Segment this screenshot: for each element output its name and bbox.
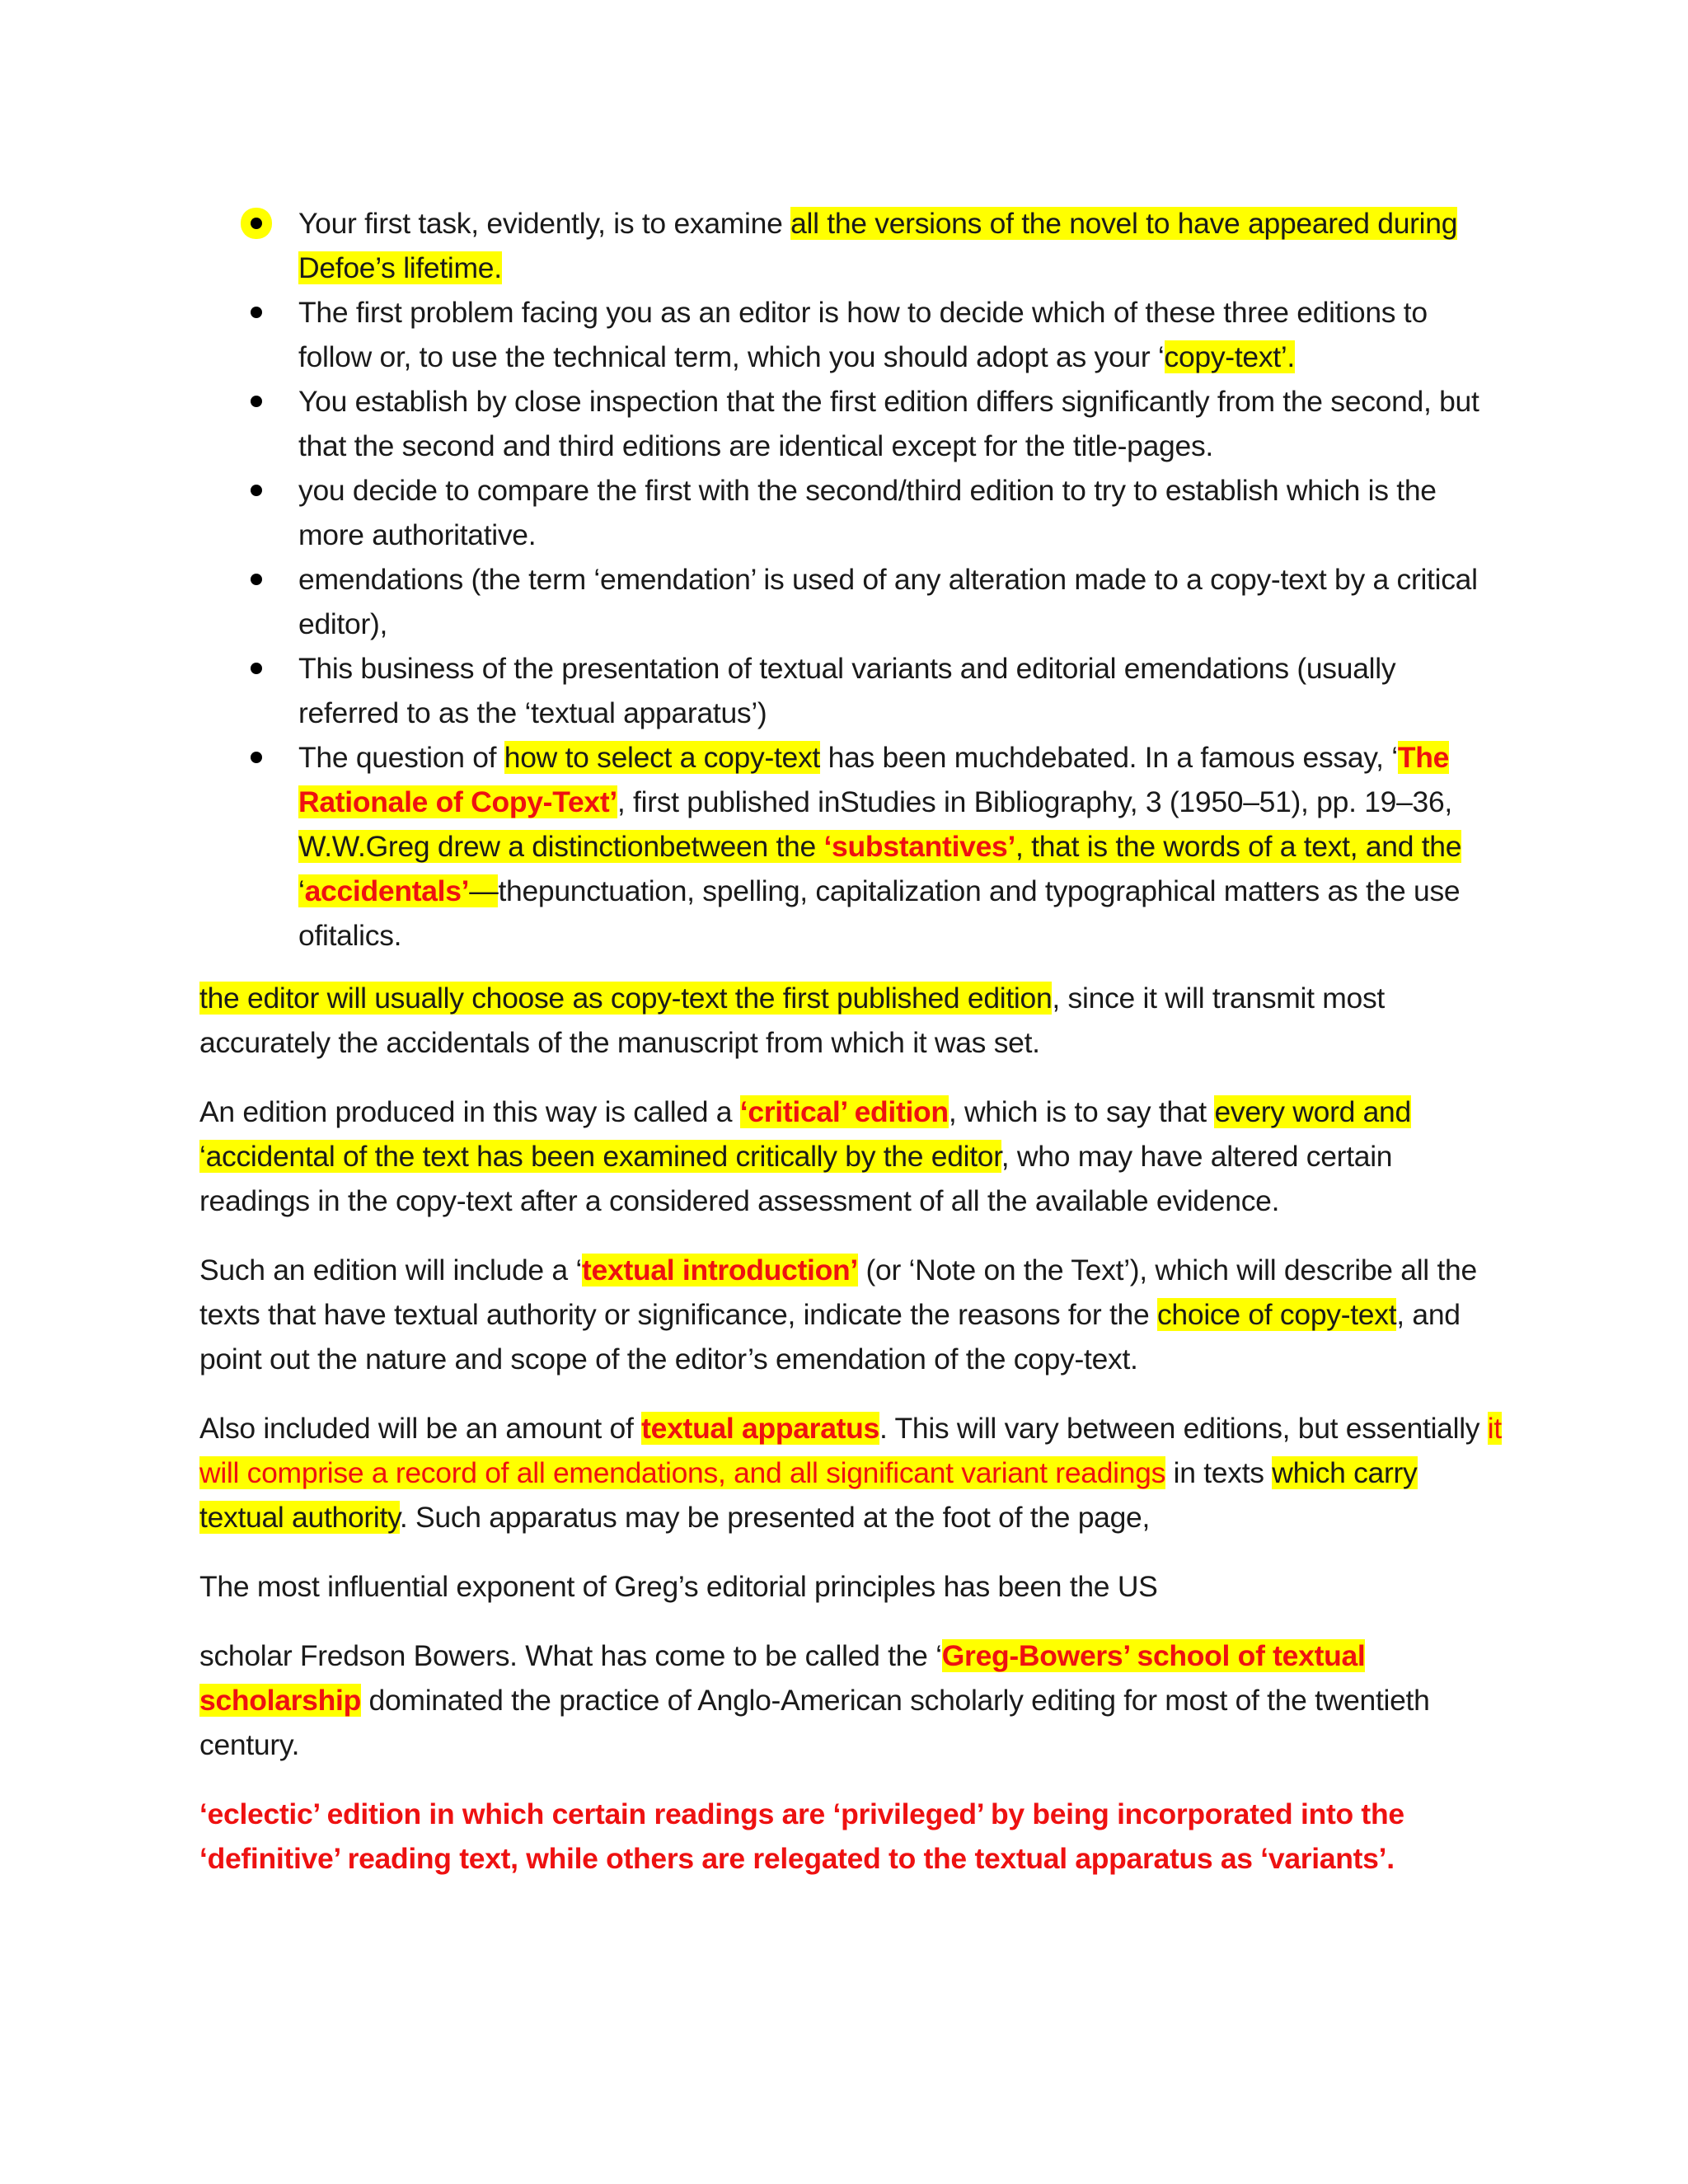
key-term: accidentals’ bbox=[304, 874, 470, 907]
key-term: ‘substantives’ bbox=[823, 830, 1016, 863]
key-term: textual apparatus bbox=[641, 1412, 879, 1445]
bullet-item bbox=[199, 201, 1502, 290]
paragraph: Also included will be an amount of textual apparatus. This will vary between editions, but essentially it will comprise a record of all emendations, and all significant variant readings in texts which carry textual authority. Such apparatus may be presented at the foot of the page, bbox=[199, 1412, 1502, 1534]
bullet-icon bbox=[251, 752, 262, 763]
highlighted-text: how to select a copy-text bbox=[504, 741, 820, 774]
highlighted-text: all the versions of the novel to have appeared during Defoe’s lifetime. bbox=[298, 207, 1458, 284]
highlighted-text: which carry textual authority bbox=[199, 1456, 1418, 1534]
bullet-icon bbox=[251, 396, 262, 407]
key-term: ‘critical’ edition bbox=[739, 1095, 949, 1128]
paragraph: An edition produced in this way is called a ‘critical’ edition, which is to say that every word and ‘accidental of the text has been examined critically by the editor, who may have altered certain readings in the copy-text after a considered assessment of all the available evidence. bbox=[199, 1095, 1411, 1217]
bullet-text: Your first task, evidently, is to examine all the versions of the novel to have appeared during Defoe’s lifetime. bbox=[298, 207, 1458, 284]
highlighted-text: W.W.Greg drew a distinctionbetween the bbox=[298, 830, 824, 863]
bullet-icon bbox=[251, 485, 262, 496]
bullet-icon bbox=[251, 574, 262, 585]
bullet-text: You establish by close inspection that the first edition differs significantly from the second, but that the second and third editions are identical except for the title-pages. bbox=[298, 385, 1479, 462]
paragraph: Such an edition will include a ‘textual introduction’ (or ‘Note on the Text’), which will describe all the texts that have textual authority or significance, indicate the reasons for the choice of copy-text, and point out the nature and scope of the editor’s emendation of the copy-text. bbox=[199, 1254, 1477, 1376]
bullet-item bbox=[199, 557, 1502, 646]
document-page bbox=[199, 201, 1502, 1905]
highlighted-text: every word and ‘accidental of the text has been examined critically by the editor bbox=[199, 1095, 1411, 1173]
highlighted-red-text: it will comprise a record of all emendations, and all significant variant readings bbox=[199, 1412, 1502, 1489]
bullet-item bbox=[199, 646, 1502, 735]
highlighted-text: the editor will usually choose as copy-text the first published edition bbox=[199, 982, 1053, 1015]
bullet-text: This business of the presentation of textual variants and editorial emendations (usually referred to as the ‘textual apparatus’) bbox=[298, 652, 1396, 729]
bullet-item bbox=[199, 735, 1502, 958]
key-term: Greg-Bowers’ school of textual scholarship bbox=[199, 1639, 1366, 1717]
paragraph: scholar Fredson Bowers. What has come to be called the ‘Greg-Bowers’ school of textual scholarship dominated the practice of Anglo-American scholarly editing for most of the twentieth century. bbox=[199, 1639, 1430, 1761]
bullet-icon bbox=[251, 663, 262, 674]
highlighted-text: , that is the words of a text, and the ‘ bbox=[298, 830, 1462, 907]
paragraph: The most influential exponent of Greg’s editorial principles has been the US bbox=[199, 1570, 1158, 1603]
bullet-text: The first problem facing you as an editor is how to decide which of these three editions to follow or, to use the technical term, which you should adopt as your ‘copy-text’. bbox=[298, 296, 1428, 373]
highlighted-text: — bbox=[469, 874, 499, 907]
bullet-item bbox=[199, 379, 1502, 468]
key-term: The Rationale of Copy-Text’ bbox=[298, 741, 1450, 818]
bullet-list bbox=[199, 201, 1502, 958]
highlighted-text: copy-text’. bbox=[1164, 340, 1295, 373]
bullet-text: you decide to compare the first with the second/third edition to try to establish which is the more authoritative. bbox=[298, 474, 1437, 551]
bullet-icon bbox=[251, 307, 262, 318]
paragraph: the editor will usually choose as copy-text the first published edition, since it will transmit most accurately the accidentals of the manuscript from which it was set. bbox=[199, 982, 1385, 1059]
bullet-icon bbox=[251, 218, 262, 229]
bullet-text: emendations (the term ‘emendation’ is used of any alteration made to a copy-text by a critical editor), bbox=[298, 563, 1478, 640]
bullet-item bbox=[199, 290, 1502, 379]
bullet-text: The question of how to select a copy-text has been muchdebated. In a famous essay, ‘The Rationale of Copy-Text’, first published inStudies in Bibliography, 3 (1950–51), pp. 19–36, W.W.Greg drew a distinctionbetween the ‘substantives’, that is the words of a text, and the ‘accidentals’—thepunctuation, spelling, capitalization and typographical matters as the use ofitalics. bbox=[298, 741, 1462, 952]
closing-statement: ‘eclectic’ edition in which certain readings are ‘privileged’ by being incorporated into the ‘definitive’ reading text, while others are relegated to the textual apparatus as ‘variants’. bbox=[199, 1797, 1404, 1875]
bullet-item bbox=[199, 468, 1502, 557]
key-term: textual introduction’ bbox=[582, 1254, 858, 1286]
highlighted-text: choice of copy-text bbox=[1156, 1298, 1397, 1331]
